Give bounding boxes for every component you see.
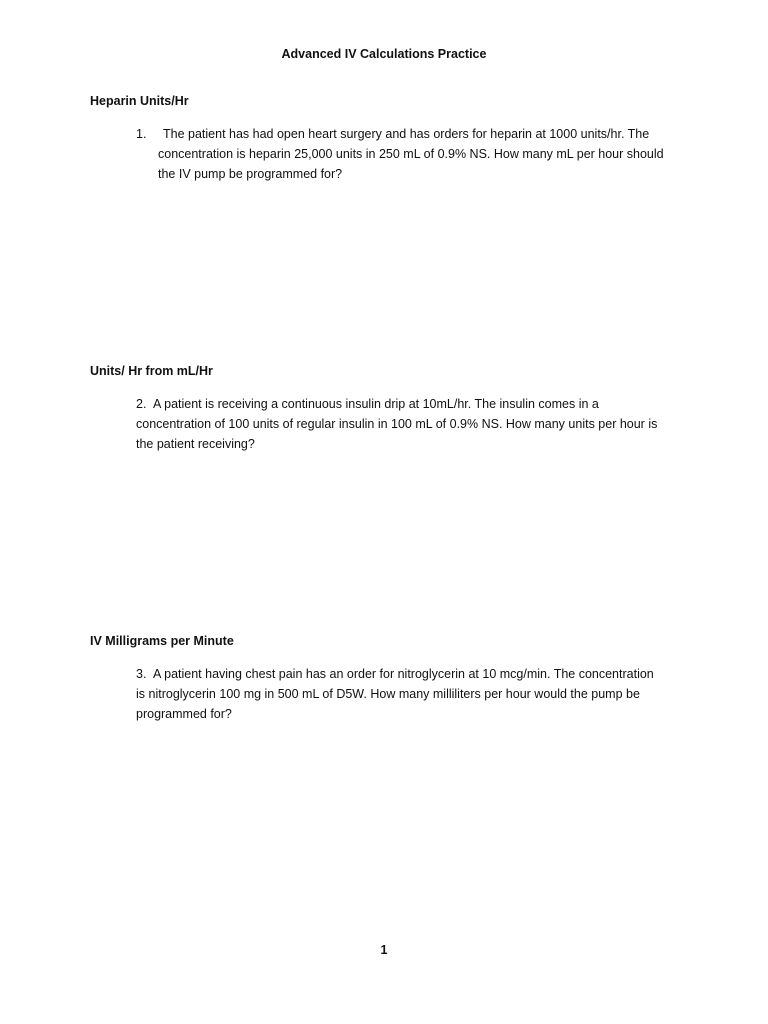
question-2-text-line-1: A patient is receiving a continuous insulin drip at 10mL/hr. The insulin comes in a bbox=[153, 397, 599, 411]
question-1-text-line-1: The patient has had open heart surgery and has orders for heparin at 1000 units/hr. The bbox=[163, 127, 650, 141]
question-3-number: 3. bbox=[136, 667, 147, 681]
question-1-text-line-3: the IV pump be programmed for? bbox=[158, 167, 343, 181]
question-3-text-line-2: is nitroglycerin 100 mg in 500 mL of D5W. How many milliliters per hour would the pump be bbox=[136, 687, 640, 701]
question-2-number: 2. bbox=[136, 397, 147, 411]
question-1 bbox=[136, 124, 664, 184]
question-2-text-line-2: concentration of 100 units of regular insulin in 100 mL of 0.9% NS. How many units per hour is bbox=[136, 417, 658, 431]
section-heading-iv-mg-per-minute: IV Milligrams per Minute bbox=[90, 634, 234, 648]
question-2-line-1 bbox=[136, 394, 657, 414]
question-2-text-line-3: the patient receiving? bbox=[136, 437, 255, 451]
document-title: Advanced IV Calculations Practice bbox=[281, 47, 487, 61]
question-1-text-line-2: concentration is heparin 25,000 units in 250 mL of 0.9% NS. How many mL per hour should bbox=[158, 147, 664, 161]
section-heading-heparin: Heparin Units/Hr bbox=[90, 94, 189, 108]
question-3-text-line-3: programmed for? bbox=[136, 707, 232, 721]
question-1-number: 1. bbox=[136, 127, 147, 141]
question-1-line-1 bbox=[136, 124, 664, 144]
page-number: 1 bbox=[380, 943, 388, 957]
question-2 bbox=[136, 394, 657, 454]
question-3-line-1 bbox=[136, 664, 654, 684]
section-heading-units-from-ml: Units/ Hr from mL/Hr bbox=[90, 364, 213, 378]
question-3 bbox=[136, 664, 654, 724]
question-3-text-line-1: A patient having chest pain has an order for nitroglycerin at 10 mcg/min. The concentration bbox=[153, 667, 654, 681]
